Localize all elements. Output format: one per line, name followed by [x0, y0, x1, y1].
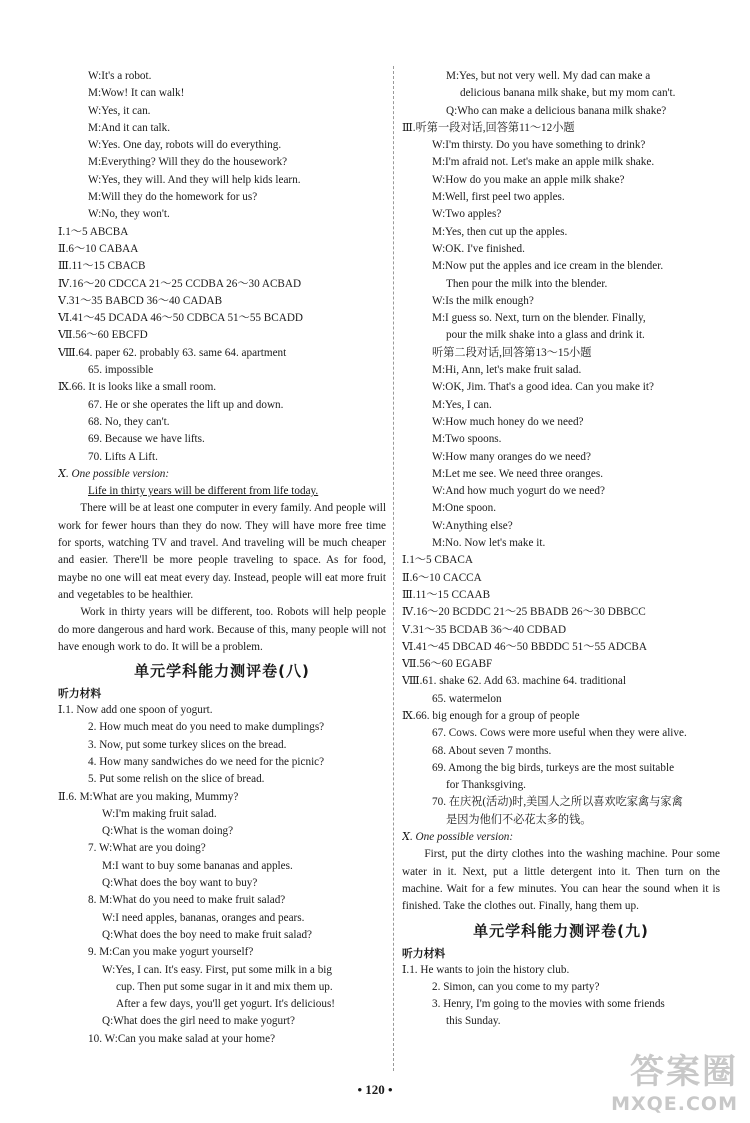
text-line: M:Yes, but not very well. My dad can make a — [446, 70, 651, 82]
text-line: Ⅳ.16～20 BCDDC 21～25 BBADB 26～30 DBBCC — [402, 606, 646, 619]
text-line: 68. No, they can't. — [88, 415, 170, 428]
text-line: M:I guess so. Next, turn on the blender. Finally, — [432, 312, 646, 325]
text-line: W:Is the milk enough? — [432, 294, 534, 307]
text-line: M:Yes, I can. — [432, 398, 492, 411]
page-number: • 120 • — [357, 1082, 393, 1097]
text-line: M:Let me see. We need three oranges. — [432, 467, 603, 480]
text-line: Ⅱ.6～10 CACCA — [402, 571, 482, 584]
text-line: Ⅰ.1. Now add one spoon of yogurt. — [58, 704, 213, 717]
text-line: W:Yes, it can. — [88, 104, 151, 117]
text-line: W:Two apples? — [432, 208, 502, 221]
watermark-logo — [611, 1044, 738, 1115]
watermark-top-text: 答案圈 — [630, 1052, 738, 1092]
text-line: Q:Who can make a delicious banana milk shake? — [446, 104, 667, 117]
text-line: Ⅶ.56～60 EBCFD — [58, 329, 148, 342]
text-line: Ⅳ.16～20 CDCCA 21～25 CCDBA 26～30 ACBAD — [58, 277, 302, 290]
text-line: W:Yes, they will. And they will help kids learn. — [88, 173, 301, 186]
essay-paragraph: There will be at least one computer in every family. And people will work for fewer hours than they do now. They will have more free time for sports, watching TV and travel. And traveling will be much cheaper and easier. There'll be more people traveling to space. As for food, maybe no one will eat meat every day. Instead, people will eat more fruit and vegetables to be healthier. — [58, 502, 386, 601]
text-line: Ⅸ.66. big enough for a group of people — [402, 709, 580, 722]
text-line: 8. M:What do you need to make fruit salad? — [88, 894, 286, 907]
section-heading: 单元学科能力测评卷(八) — [134, 662, 310, 681]
text-line: W:And how much yogurt do we need? — [432, 485, 605, 498]
text-line: Ⅶ.56～60 EGABF — [402, 658, 493, 671]
text-line: 67. Cows. Cows were more useful when they were alive. — [432, 727, 687, 740]
text-line: W:How much honey do we need? — [432, 415, 584, 428]
section-heading: 单元学科能力测评卷(九) — [473, 921, 649, 940]
text-line: 9. M:Can you make yogurt yourself? — [88, 946, 254, 959]
text-line: Ⅵ.41～45 DBCAD 46～50 BBDDC 51～55 ADCBA — [402, 640, 647, 653]
text-line: Life in thirty years will be different from life today. — [88, 485, 319, 498]
text-line: Ⅹ. One possible version: — [402, 831, 514, 844]
text-line: 4. How many sandwiches do we need for the picnic? — [88, 755, 325, 768]
text-line: M:Wow! It can walk! — [88, 87, 185, 100]
text-line: Q:What does the boy want to buy? — [102, 877, 258, 890]
text-line: 听第二段对话,回答第13～15小题 — [432, 346, 592, 359]
text-line: Ⅱ.6～10 CABAA — [58, 242, 139, 255]
text-line: M:Hi, Ann, let's make fruit salad. — [432, 364, 582, 377]
text-line: M:And it can talk. — [88, 121, 171, 134]
text-line: Ⅴ.31～35 BCDAB 36～40 CDBAD — [402, 623, 567, 636]
text-line: delicious banana milk shake, but my mom can't. — [460, 87, 676, 100]
text-line: Ⅲ.11～15 CBACB — [58, 260, 146, 273]
text-line: this Sunday. — [446, 1015, 501, 1028]
text-line: W:I need apples, bananas, oranges and pears. — [102, 911, 305, 924]
text-line: W:How do you make an apple milk shake? — [432, 173, 625, 186]
text-line: pour the milk shake into a glass and drink it. — [446, 329, 645, 342]
text-line: 是因为他们不必花太多的钱。 — [446, 813, 592, 826]
text-line: Ⅵ.41～45 DCADA 46～50 CDBCA 51～55 BCADD — [58, 312, 303, 325]
text-line: 68. About seven 7 months. — [432, 744, 552, 757]
text-line: Ⅸ.66. It is looks like a small room. — [58, 381, 217, 394]
text-line: Ⅰ.1～5 ABCBA — [58, 225, 129, 238]
text-line: Ⅲ.听第一段对话,回答第11～12小题 — [402, 121, 575, 134]
text-line: 听力材料 — [58, 687, 102, 701]
text-line: M:Two spoons. — [432, 433, 502, 446]
text-line: 听力材料 — [402, 946, 446, 960]
text-line: Then pour the milk into the blender. — [446, 277, 608, 290]
text-line: Ⅹ. One possible version: — [58, 467, 170, 480]
text-line: W:No, they won't. — [88, 208, 170, 221]
text-line: Q:What does the boy need to make fruit salad? — [102, 928, 313, 941]
text-line: Ⅲ.11～15 CCAAB — [402, 588, 491, 601]
text-line: W:Yes. One day, robots will do everything. — [88, 139, 282, 152]
text-line: cup. Then put some sugar in it and mix them up. — [116, 980, 333, 993]
text-line: M:I'm afraid not. Let's make an apple milk shake. — [432, 156, 655, 169]
text-line: M:Will they do the homework for us? — [88, 191, 258, 204]
text-line: W:Yes, I can. It's easy. First, put some milk in a big — [102, 963, 332, 976]
text-line: M:Yes, then cut up the apples. — [432, 225, 568, 238]
text-line: W:OK, Jim. That's a good idea. Can you make it? — [432, 381, 654, 394]
text-line: 65. watermelon — [432, 692, 502, 705]
text-line: for Thanksgiving. — [446, 779, 526, 792]
text-line: 2. Simon, can you come to my party? — [432, 980, 600, 993]
text-line: W:I'm making fruit salad. — [102, 807, 217, 820]
text-line: Ⅰ.1. He wants to join the history club. — [402, 963, 570, 976]
text-line: 3. Now, put some turkey slices on the bread. — [88, 738, 287, 751]
text-line: Ⅴ.31～35 BABCD 36～40 CADAB — [58, 294, 223, 307]
text-line: Q:What is the woman doing? — [102, 825, 234, 838]
text-line: W:I'm thirsty. Do you have something to drink? — [432, 139, 646, 152]
watermark-bottom-text: MXQE.COM — [611, 1093, 738, 1115]
text-line: 70. 在庆祝(活动)时,美国人之所以喜欢吃家禽与家禽 — [432, 796, 683, 809]
text-line: 2. How much meat do you need to make dumplings? — [88, 721, 325, 734]
text-line: 65. impossible — [88, 364, 154, 377]
left-column — [58, 68, 386, 1048]
text-line: Ⅷ.64. paper 62. probably 63. same 64. apartment — [58, 346, 287, 359]
text-line: W:It's a robot. — [88, 70, 152, 82]
text-line: After a few days, you'll get yogurt. It's delicious! — [116, 998, 336, 1011]
text-line: 67. He or she operates the lift up and down. — [88, 398, 284, 411]
text-line: M:Everything? Will they do the housework? — [88, 156, 288, 169]
text-line: M:Now put the apples and ice cream in the blender. — [432, 260, 664, 273]
text-line: W:OK. I've finished. — [432, 242, 525, 255]
text-line: 70. Lifts A Lift. — [88, 450, 158, 463]
text-line: Ⅷ.61. shake 62. Add 63. machine 64. traditional — [402, 675, 626, 688]
text-line: Q:What does the girl need to make yogurt? — [102, 1015, 295, 1028]
essay-paragraph: Work in thirty years will be different, too. Robots will help people do more dangerous and hard work. Because of this, many people will not have enough work to do. It will be a problem. — [58, 606, 386, 653]
text-line: M:One spoon. — [432, 502, 497, 515]
text-line: 10. W:Can you make salad at your home? — [88, 1032, 276, 1045]
column-divider — [393, 66, 394, 1071]
text-line: M:Well, first peel two apples. — [432, 191, 565, 204]
essay-paragraph: First, put the dirty clothes into the washing machine. Pour some water in it. Next, put a little detergent into it. Then turn on the machine. Wait for a few minutes. You can hear the sound when it is finished. Take the clothes out. Finally, hang them up. — [402, 848, 720, 913]
text-line: Ⅱ.6. M:What are you making, Mummy? — [58, 790, 239, 803]
right-column — [402, 68, 720, 1031]
text-line: W:How many oranges do we need? — [432, 450, 591, 463]
text-line: 5. Put some relish on the slice of bread. — [88, 773, 265, 786]
text-line: M:No. Now let's make it. — [432, 537, 546, 550]
text-line: 69. Because we have lifts. — [88, 433, 205, 446]
text-line: Ⅰ.1～5 CBACA — [402, 554, 473, 567]
text-line: 3. Henry, I'm going to the movies with some friends — [432, 998, 665, 1011]
text-line: 69. Among the big birds, turkeys are the most suitable — [432, 761, 675, 774]
text-line: M:I want to buy some bananas and apples. — [102, 859, 293, 872]
text-line: 7. W:What are you doing? — [88, 842, 206, 855]
text-line: W:Anything else? — [432, 519, 513, 532]
